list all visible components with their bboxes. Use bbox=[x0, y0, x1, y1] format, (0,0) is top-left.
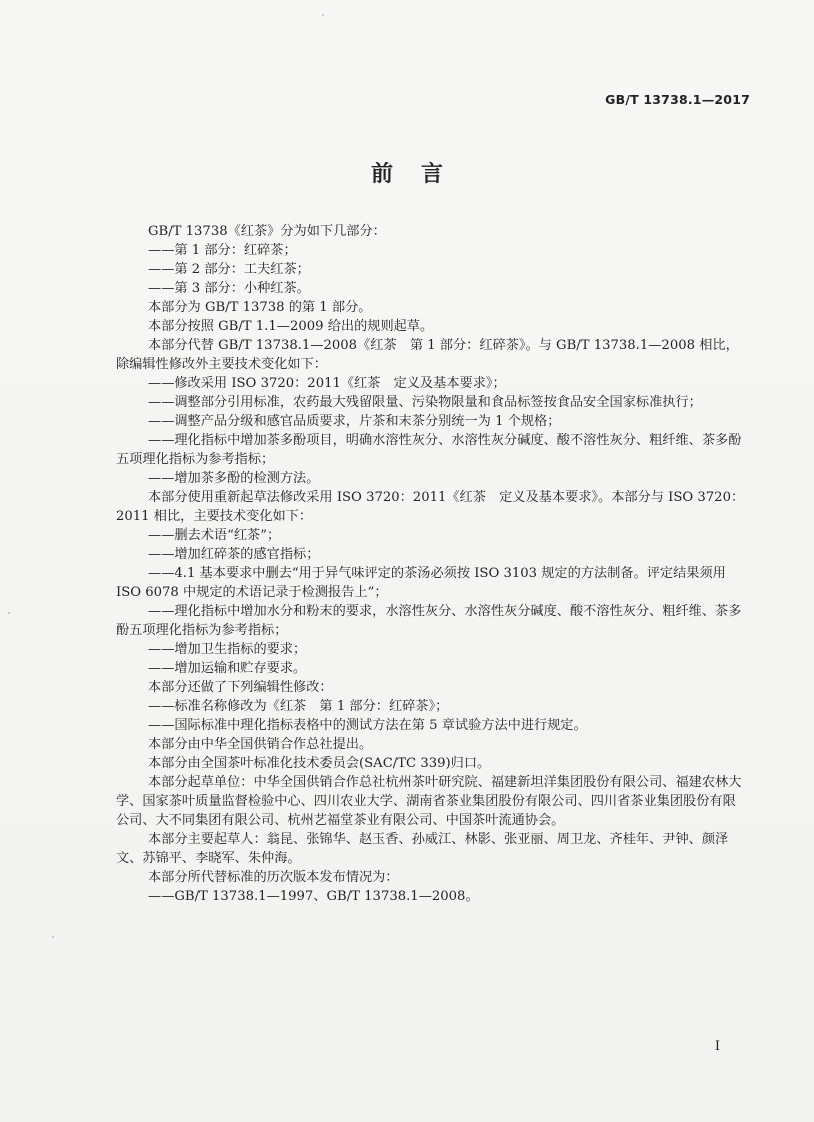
paragraph: 本部分起草单位：中华全国供销合作总社杭州茶叶研究院、福建新坦洋集团股份有限公司、福建农林大学、国家茶叶质量监督检验中心、四川农业大学、湖南省茶业集团股份有限公司、四川省茶业集团股份有限公司、大不同集团有限公司、杭州艺福堂茶业有限公司、中国茶叶流通协会。 bbox=[116, 775, 742, 828]
paragraph: 本部分为 GB/T 13738 的第 1 部分。 bbox=[148, 300, 372, 315]
list-item: ——第 2 部分：工夫红茶； bbox=[148, 262, 310, 277]
paragraph: 本部分按照 GB/T 1.1—2009 给出的规则起草。 bbox=[148, 319, 434, 334]
page-title: 前言 bbox=[370, 162, 471, 187]
page-number: I bbox=[714, 1039, 720, 1054]
list-item: ——删去术语“红茶”； bbox=[148, 528, 281, 543]
paragraph: 本部分所代替标准的历次版本发布情况为： bbox=[148, 870, 399, 885]
paragraph: 本部分由中华全国供销合作总社提出。 bbox=[148, 737, 373, 752]
list-item: ——第 3 部分：小种红茶。 bbox=[148, 281, 310, 296]
list-item: ——理化指标中增加茶多酚项目，明确水溶性灰分、水溶性灰分碱度、酸不溶性灰分、粗纤维、茶多酚五项理化指标为参考指标； bbox=[116, 433, 742, 467]
paragraph: 本部分主要起草人：翁昆、张锦华、赵玉香、孙威江、林影、张亚丽、周卫龙、齐桂年、尹钟、颜泽文、苏锦平、李晓军、朱仲海。 bbox=[116, 832, 729, 866]
list-item: ——理化指标中增加水分和粉末的要求，水溶性灰分、水溶性灰分碱度、酸不溶性灰分、粗纤维、茶多酚五项理化指标为参考指标； bbox=[116, 604, 742, 638]
list-item: ——标准名称修改为《红茶 第 1 部分：红碎茶》； bbox=[148, 699, 449, 714]
paragraph: 本部分代替 GB/T 13738.1—2008《红茶 第 1 部分：红碎茶》。与 GB/T 13738.1—2008 相比，除编辑性修改外主要技术变化如下： bbox=[116, 338, 739, 372]
foreword-body bbox=[116, 222, 748, 906]
scan-speck bbox=[52, 936, 54, 938]
list-item: ——GB/T 13738.1—1997、GB/T 13738.1—2008。 bbox=[148, 889, 479, 904]
list-item: ——国际标准中理化指标表格中的测试方法在第 5 章试验方法中进行规定。 bbox=[148, 718, 587, 733]
list-item: ——修改采用 ISO 3720：2011《红茶 定义及基本要求》； bbox=[148, 376, 506, 391]
standard-code: GB/T 13738.1—2017 bbox=[605, 92, 750, 107]
list-item: ——4.1 基本要求中删去“用于异气味评定的茶汤必须按 ISO 3103 规定的方法制备。评定结果须用 ISO 6078 中规定的术语记录于检测报告上”； bbox=[116, 566, 726, 600]
scan-speck bbox=[8, 612, 10, 614]
paragraph: 本部分还做了下列编辑性修改： bbox=[148, 680, 333, 695]
list-item: ——增加茶多酚的检测方法。 bbox=[148, 471, 320, 486]
list-item: ——调整产品分级和感官品质要求，片茶和末茶分别统一为 1 个规格； bbox=[148, 414, 561, 429]
list-item: ——增加运输和贮存要求。 bbox=[148, 661, 307, 676]
list-item: ——增加红碎茶的感官指标； bbox=[148, 547, 320, 562]
paragraph: GB/T 13738《红茶》分为如下几部分： bbox=[148, 224, 386, 239]
paragraph: 本部分由全国茶叶标准化技术委员会(SAC/TC 339)归口。 bbox=[148, 756, 491, 771]
list-item: ——增加卫生指标的要求； bbox=[148, 642, 307, 657]
paragraph: 本部分使用重新起草法修改采用 ISO 3720：2011《红茶 定义及基本要求》。本部分与 ISO 3720：2011 相比，主要技术变化如下： bbox=[116, 490, 745, 524]
list-item: ——调整部分引用标准，农药最大残留限量、污染物限量和食品标签按食品安全国家标准执行； bbox=[148, 395, 702, 410]
list-item: ——第 1 部分：红碎茶； bbox=[148, 243, 297, 258]
scan-speck bbox=[322, 14, 324, 16]
